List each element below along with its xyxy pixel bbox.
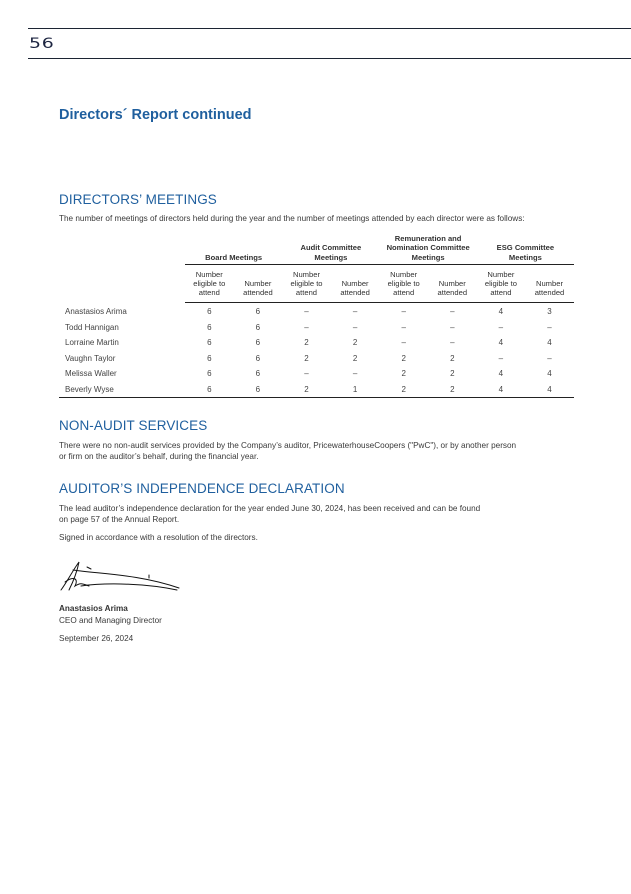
value-cell: 4 <box>547 384 552 394</box>
value-cell: – <box>547 322 552 332</box>
value-cell: 6 <box>207 338 212 347</box>
report-title: Directors´ Report continued <box>59 107 252 123</box>
group-remuneration-committee: Remuneration and Nomination Committee Meetings <box>386 233 470 262</box>
subheader-esg-eligible: Number eligible to attend <box>484 270 517 297</box>
value-cell: 4 <box>498 338 504 347</box>
value-cell: 2 <box>401 384 406 394</box>
value-cell: 2 <box>304 384 309 394</box>
value-cell: – <box>401 338 406 347</box>
director-name: Melissa Waller <box>65 369 117 378</box>
subheader-remuneration-attended: Number attended <box>437 279 468 297</box>
signed-statement: Signed in accordance with a resolution of the directors. <box>59 533 258 542</box>
value-cell: 2 <box>352 338 358 347</box>
director-name: Vaughn Taylor <box>65 353 116 363</box>
independence-line-2: on page 57 of the Annual Report. <box>59 515 180 524</box>
value-cell: 6 <box>255 384 261 394</box>
value-cell: – <box>547 353 552 363</box>
value-cell: 2 <box>450 384 455 394</box>
table-row <box>59 366 574 382</box>
independence-heading: AUDITOR’S INDEPENDENCE DECLARATION <box>59 481 345 496</box>
subheader-audit-eligible: Number eligible to attend <box>290 270 323 297</box>
page-header <box>28 28 631 59</box>
subheader-board-attended: Number attended <box>243 279 273 297</box>
group-esg-committee: ESG Committee Meetings <box>496 243 555 262</box>
value-cell: 2 <box>450 369 455 378</box>
independence-line-1: The lead auditor’s independence declaration for the year ended June 30, 2024, has been received and can be found <box>59 504 481 513</box>
value-cell: – <box>498 322 504 332</box>
value-cell: 4 <box>498 307 504 316</box>
table-row <box>59 304 574 320</box>
value-cell: – <box>304 369 309 378</box>
subheader-remuneration-eligible: Number eligible to attend <box>387 270 420 297</box>
value-cell: 2 <box>401 353 406 363</box>
subheader-esg-attended: Number attended <box>534 279 565 297</box>
value-cell: 6 <box>255 338 261 347</box>
table-row <box>59 335 574 351</box>
director-name: Todd Hannigan <box>65 322 119 332</box>
page-number: 56 <box>29 36 55 52</box>
value-cell: – <box>304 307 309 316</box>
group-board-meetings: Board Meetings <box>205 252 263 262</box>
signature-image <box>59 560 184 594</box>
subheader-audit-attended: Number attended <box>340 279 370 297</box>
signer-name: Anastasios Arima <box>59 604 128 613</box>
value-cell: 6 <box>255 353 261 363</box>
value-cell: – <box>401 307 406 316</box>
value-cell: – <box>498 353 504 363</box>
value-cell: – <box>352 322 358 332</box>
table-row <box>59 351 574 367</box>
non-audit-heading: NON-AUDIT SERVICES <box>59 418 208 433</box>
director-name: Lorraine Martin <box>65 338 119 347</box>
value-cell: – <box>401 322 406 332</box>
director-name: Anastasios Arima <box>65 307 127 316</box>
value-cell: 6 <box>207 384 212 394</box>
value-cell: 4 <box>498 369 504 378</box>
value-cell: – <box>450 338 455 347</box>
value-cell: 2 <box>401 369 406 378</box>
value-cell: 2 <box>304 353 309 363</box>
value-cell: 6 <box>255 369 261 378</box>
directors-meetings-intro: The number of meetings of directors held during the year and the number of meetings attended by each director were as follows: <box>59 214 525 223</box>
value-cell: – <box>450 307 455 316</box>
value-cell: 6 <box>207 307 212 316</box>
group-audit-committee: Audit Committee Meetings <box>300 243 362 262</box>
table-row <box>59 320 574 336</box>
value-cell: – <box>352 369 358 378</box>
non-audit-line-2: or firm on the auditor’s behalf, during the financial year. <box>59 452 259 461</box>
value-cell: 6 <box>255 322 261 332</box>
value-cell: 6 <box>207 353 212 363</box>
value-cell: 2 <box>352 353 358 363</box>
value-cell: – <box>352 307 358 316</box>
value-cell: 6 <box>207 322 212 332</box>
director-name: Beverly Wyse <box>65 384 114 394</box>
value-cell: – <box>304 322 309 332</box>
value-cell: 2 <box>304 338 309 347</box>
table-body <box>59 304 574 398</box>
value-cell: 6 <box>255 307 261 316</box>
signer-role: CEO and Managing Director <box>59 616 162 625</box>
value-cell: 6 <box>207 369 212 378</box>
value-cell: – <box>450 322 455 332</box>
directors-meetings-heading: DIRECTORS’ MEETINGS <box>59 192 217 207</box>
table-subheader <box>185 266 574 303</box>
table-group-header <box>185 231 574 265</box>
subheader-board-eligible: Number eligible to attend <box>193 270 226 297</box>
value-cell: 4 <box>547 369 552 378</box>
value-cell: 4 <box>498 384 504 394</box>
table-row <box>59 382 574 398</box>
value-cell: 1 <box>352 384 358 394</box>
value-cell: 2 <box>450 353 455 363</box>
signature-date: September 26, 2024 <box>59 634 134 643</box>
non-audit-line-1: There were no non-audit services provided by the Company’s auditor, PricewaterhouseCoopers ("PwC"), or by another person <box>59 441 517 450</box>
value-cell: 3 <box>547 307 552 316</box>
value-cell: 4 <box>547 338 552 347</box>
